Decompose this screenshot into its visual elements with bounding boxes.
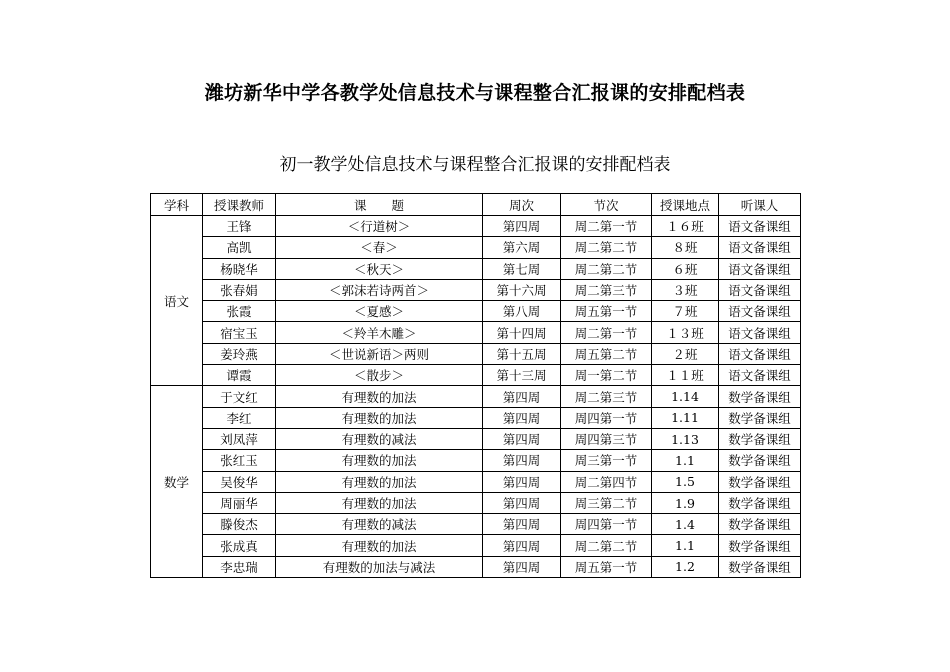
subject-cell: 数学 xyxy=(151,386,203,578)
location-cell: 1.1 xyxy=(652,450,719,471)
observers-cell: 语文备课组 xyxy=(719,343,801,364)
location-cell: ８班 xyxy=(652,237,719,258)
location-cell: 1.14 xyxy=(652,386,719,407)
topic-cell: ＜秋天＞ xyxy=(276,258,483,279)
week-cell: 第四周 xyxy=(483,407,561,428)
week-cell: 第六周 xyxy=(483,237,561,258)
location-cell: ２班 xyxy=(652,343,719,364)
topic-cell: 有理数的加法 xyxy=(276,492,483,513)
period-cell: 周五第一节 xyxy=(561,301,652,322)
period-cell: 周二第三节 xyxy=(561,386,652,407)
location-cell: ６班 xyxy=(652,258,719,279)
table-row xyxy=(151,237,801,258)
period-cell: 周二第三节 xyxy=(561,279,652,300)
table-row xyxy=(151,492,801,513)
topic-cell: 有理数的减法 xyxy=(276,514,483,535)
table-row xyxy=(151,322,801,343)
teacher-cell: 刘凤萍 xyxy=(203,428,276,449)
topic-cell: ＜行道树＞ xyxy=(276,216,483,237)
week-cell: 第四周 xyxy=(483,514,561,535)
table-row xyxy=(151,514,801,535)
topic-cell: 有理数的加法 xyxy=(276,407,483,428)
observers-cell: 语文备课组 xyxy=(719,365,801,386)
topic-cell: ＜世说新语＞两则 xyxy=(276,343,483,364)
teacher-cell: 张成真 xyxy=(203,535,276,556)
week-cell: 第十五周 xyxy=(483,343,561,364)
observers-cell: 语文备课组 xyxy=(719,301,801,322)
teacher-cell: 吴俊华 xyxy=(203,471,276,492)
header-subject: 学科 xyxy=(151,194,203,216)
week-cell: 第十四周 xyxy=(483,322,561,343)
observers-cell: 语文备课组 xyxy=(719,258,801,279)
topic-cell: 有理数的加法 xyxy=(276,535,483,556)
topic-cell: 有理数的减法 xyxy=(276,428,483,449)
teacher-cell: 杨晓华 xyxy=(203,258,276,279)
week-cell: 第四周 xyxy=(483,386,561,407)
header-teacher: 授课教师 xyxy=(203,194,276,216)
teacher-cell: 张红玉 xyxy=(203,450,276,471)
header-topic: 课 题 xyxy=(276,194,483,216)
period-cell: 周四第一节 xyxy=(561,514,652,535)
teacher-cell: 王锋 xyxy=(203,216,276,237)
period-cell: 周四第三节 xyxy=(561,428,652,449)
location-cell: １６班 xyxy=(652,216,719,237)
table-row xyxy=(151,365,801,386)
table-row xyxy=(151,343,801,364)
teacher-cell: 张春娟 xyxy=(203,279,276,300)
table-row xyxy=(151,450,801,471)
location-cell: 1.2 xyxy=(652,556,719,577)
observers-cell: 数学备课组 xyxy=(719,535,801,556)
week-cell: 第四周 xyxy=(483,216,561,237)
period-cell: 周三第一节 xyxy=(561,450,652,471)
location-cell: １１班 xyxy=(652,365,719,386)
topic-cell: ＜夏感＞ xyxy=(276,301,483,322)
week-cell: 第四周 xyxy=(483,471,561,492)
period-cell: 周三第二节 xyxy=(561,492,652,513)
week-cell: 第四周 xyxy=(483,428,561,449)
teacher-cell: 李红 xyxy=(203,407,276,428)
table-row xyxy=(151,386,801,407)
table-row xyxy=(151,535,801,556)
period-cell: 周二第二节 xyxy=(561,237,652,258)
week-cell: 第七周 xyxy=(483,258,561,279)
teacher-cell: 于文红 xyxy=(203,386,276,407)
table-row xyxy=(151,301,801,322)
observers-cell: 数学备课组 xyxy=(719,514,801,535)
table-row xyxy=(151,556,801,577)
topic-cell: ＜羚羊木雕＞ xyxy=(276,322,483,343)
teacher-cell: 高凯 xyxy=(203,237,276,258)
period-cell: 周二第一节 xyxy=(561,216,652,237)
observers-cell: 语文备课组 xyxy=(719,237,801,258)
week-cell: 第十三周 xyxy=(483,365,561,386)
period-cell: 周五第一节 xyxy=(561,556,652,577)
topic-cell: 有理数的加法 xyxy=(276,386,483,407)
week-cell: 第四周 xyxy=(483,535,561,556)
header-period: 节次 xyxy=(561,194,652,216)
schedule-table xyxy=(150,193,801,578)
teacher-cell: 宿宝玉 xyxy=(203,322,276,343)
period-cell: 周二第二节 xyxy=(561,535,652,556)
table-row xyxy=(151,279,801,300)
observers-cell: 数学备课组 xyxy=(719,492,801,513)
subject-cell: 语文 xyxy=(151,216,203,386)
week-cell: 第四周 xyxy=(483,556,561,577)
location-cell: 1.9 xyxy=(652,492,719,513)
header-observers: 听课人 xyxy=(719,194,801,216)
observers-cell: 数学备课组 xyxy=(719,471,801,492)
topic-cell: ＜散步＞ xyxy=(276,365,483,386)
location-cell: 1.5 xyxy=(652,471,719,492)
table-row xyxy=(151,407,801,428)
observers-cell: 数学备课组 xyxy=(719,556,801,577)
teacher-cell: 李忠瑞 xyxy=(203,556,276,577)
location-cell: 1.11 xyxy=(652,407,719,428)
topic-cell: ＜郭沫若诗两首＞ xyxy=(276,279,483,300)
teacher-cell: 周丽华 xyxy=(203,492,276,513)
observers-cell: 语文备课组 xyxy=(719,322,801,343)
document-title: 潍坊新华中学各教学处信息技术与课程整合汇报课的安排配档表 xyxy=(204,82,746,104)
header-row xyxy=(151,194,801,216)
teacher-cell: 张霞 xyxy=(203,301,276,322)
topic-cell: 有理数的加法 xyxy=(276,450,483,471)
table-row xyxy=(151,471,801,492)
week-cell: 第四周 xyxy=(483,492,561,513)
location-cell: 1.4 xyxy=(652,514,719,535)
table-row xyxy=(151,428,801,449)
topic-cell: ＜春＞ xyxy=(276,237,483,258)
header-location: 授课地点 xyxy=(652,194,719,216)
observers-cell: 数学备课组 xyxy=(719,407,801,428)
period-cell: 周二第一节 xyxy=(561,322,652,343)
topic-cell: 有理数的加法与减法 xyxy=(276,556,483,577)
location-cell: １３班 xyxy=(652,322,719,343)
table-title: 初一教学处信息技术与课程整合汇报课的安排配档表 xyxy=(279,155,671,175)
observers-cell: 数学备课组 xyxy=(719,450,801,471)
period-cell: 周五第二节 xyxy=(561,343,652,364)
location-cell: 1.1 xyxy=(652,535,719,556)
period-cell: 周二第四节 xyxy=(561,471,652,492)
teacher-cell: 姜玲燕 xyxy=(203,343,276,364)
period-cell: 周二第二节 xyxy=(561,258,652,279)
week-cell: 第八周 xyxy=(483,301,561,322)
week-cell: 第四周 xyxy=(483,450,561,471)
topic-cell: 有理数的加法 xyxy=(276,471,483,492)
observers-cell: 数学备课组 xyxy=(719,386,801,407)
table-row xyxy=(151,216,801,237)
observers-cell: 数学备课组 xyxy=(719,428,801,449)
period-cell: 周四第一节 xyxy=(561,407,652,428)
week-cell: 第十六周 xyxy=(483,279,561,300)
location-cell: ３班 xyxy=(652,279,719,300)
observers-cell: 语文备课组 xyxy=(719,279,801,300)
observers-cell: 语文备课组 xyxy=(719,216,801,237)
period-cell: 周一第二节 xyxy=(561,365,652,386)
teacher-cell: 滕俊杰 xyxy=(203,514,276,535)
location-cell: 1.13 xyxy=(652,428,719,449)
header-week: 周次 xyxy=(483,194,561,216)
table-row xyxy=(151,258,801,279)
teacher-cell: 谭霞 xyxy=(203,365,276,386)
location-cell: ７班 xyxy=(652,301,719,322)
